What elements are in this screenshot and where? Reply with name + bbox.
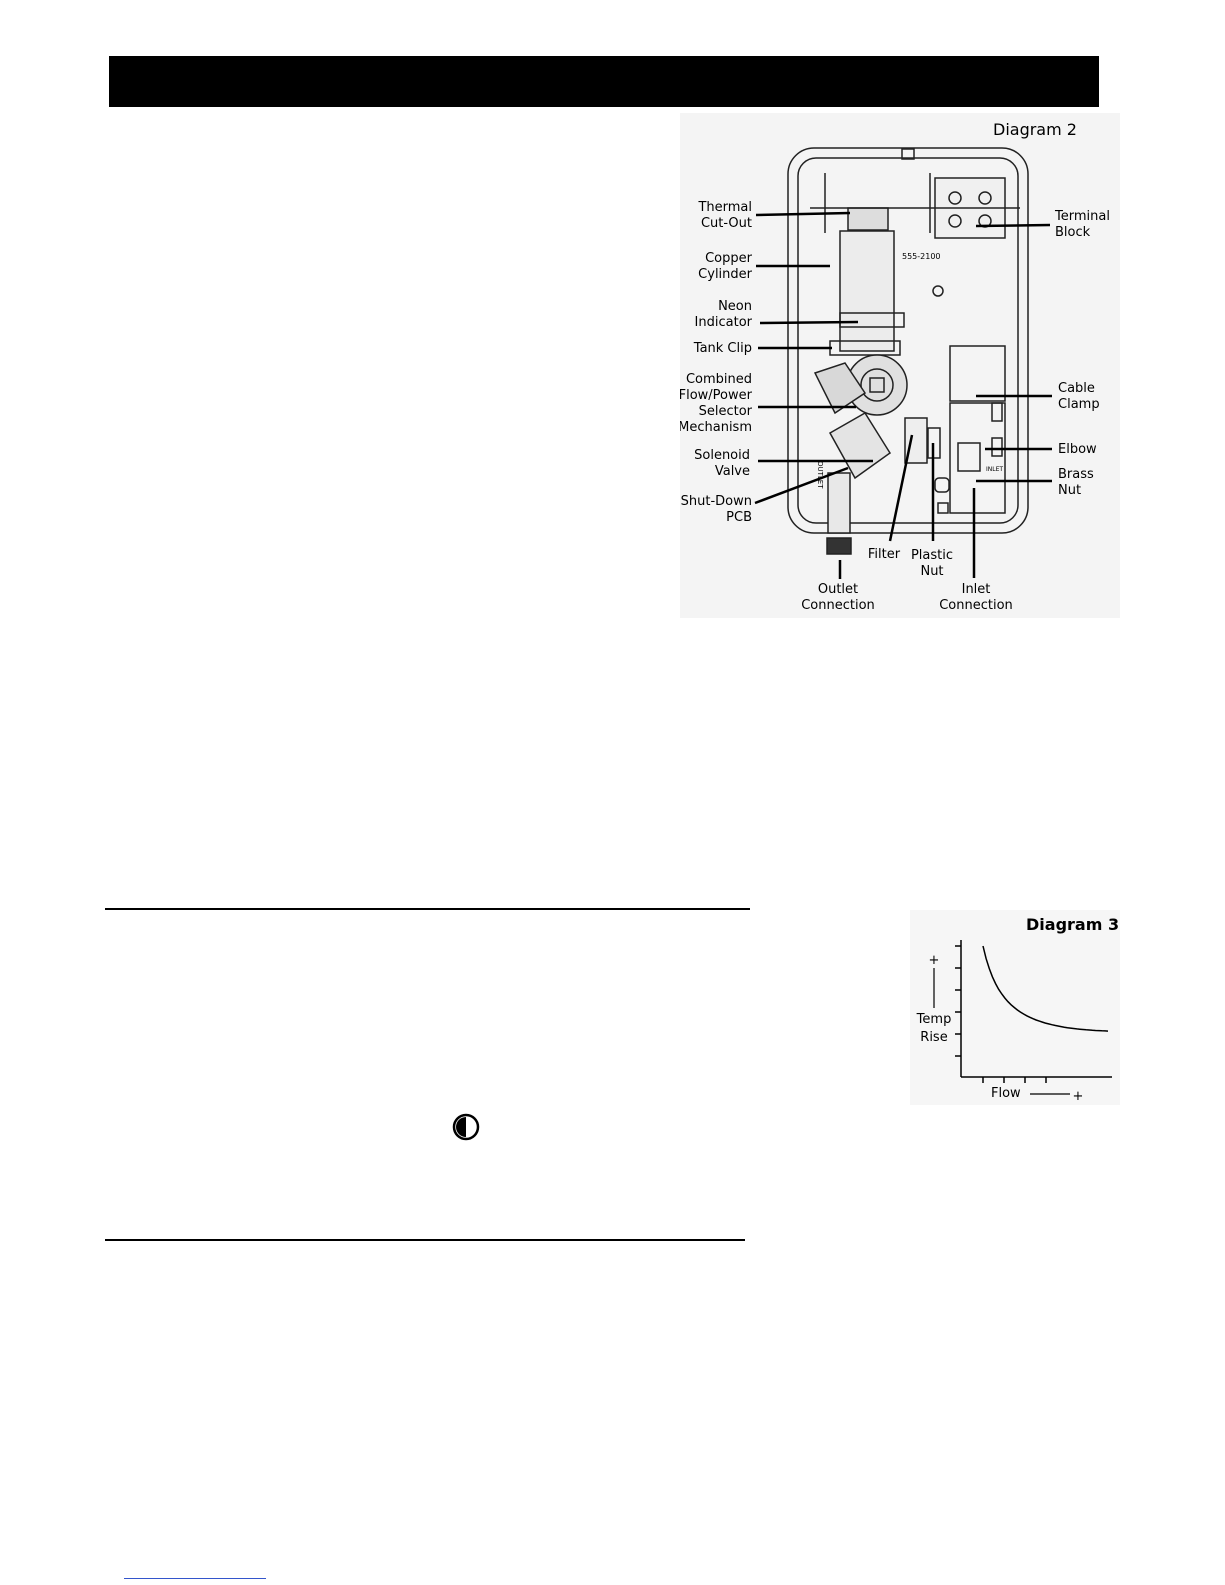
contrast-icon (452, 1113, 480, 1141)
chart-ticks (955, 946, 1046, 1083)
diagram-2 (680, 113, 1120, 618)
label-solenoid-1: Solenoid (694, 448, 750, 463)
diagram-2-title: Diagram 2 (993, 120, 1077, 139)
label-combined-4: Mechanism (680, 420, 752, 435)
label-inlet-2: Connection (939, 598, 1013, 613)
label-combined-3: Selector (698, 404, 752, 419)
section-rule-bottom (105, 1239, 745, 1241)
label-thermal-cutout-2: Cut-Out (700, 216, 752, 231)
label-elbow: Elbow (1058, 442, 1097, 457)
y-axis-label-2: Rise (920, 1030, 948, 1045)
y-axis-label-1: Temp (916, 1012, 952, 1027)
label-terminal-block-1: Terminal (1055, 209, 1110, 224)
model-code: 555-2100 (902, 252, 941, 261)
x-axis-label: Flow (991, 1086, 1021, 1101)
label-outlet-1: Outlet (817, 582, 859, 597)
section-header-bar (109, 56, 1099, 107)
label-shutdown-1: Shut-Down (680, 494, 752, 509)
chart-axes (961, 940, 1112, 1077)
label-solenoid-2: Valve (714, 464, 750, 479)
label-brass-nut-2: Nut (1058, 483, 1082, 498)
label-brass-nut-1: Brass (1058, 467, 1094, 482)
diagram-3 (910, 910, 1120, 1105)
label-plastic-nut-2: Nut (920, 564, 944, 579)
label-copper-cylinder-2: Cylinder (698, 267, 752, 282)
label-neon-indicator-2: Indicator (694, 315, 752, 330)
label-combined-1: Combined (685, 372, 752, 387)
label-cable-clamp-2: Clamp (1058, 397, 1100, 412)
y-axis-plus: + (928, 953, 940, 968)
label-cable-clamp-1: Cable (1058, 381, 1095, 396)
x-axis-plus: + (1072, 1089, 1084, 1104)
label-plastic-nut-1: Plastic (910, 548, 954, 563)
label-filter: Filter (867, 547, 901, 562)
label-thermal-cutout-1: Thermal (698, 200, 752, 215)
label-terminal-block-2: Block (1055, 225, 1091, 240)
label-outlet-2: Connection (801, 598, 875, 613)
diagram-3-title: Diagram 3 (1026, 915, 1120, 934)
label-shutdown-2: PCB (726, 510, 752, 525)
label-inlet-1: Inlet (961, 582, 991, 597)
outlet-stamp: OUTLET (816, 461, 824, 489)
label-copper-cylinder-1: Copper (705, 251, 752, 266)
label-combined-2: Flow/Power (680, 388, 752, 403)
heater-illustration (788, 148, 1028, 554)
section-rule-top (105, 908, 750, 910)
label-tank-clip: Tank Clip (693, 341, 752, 356)
inlet-stamp: INLET (986, 466, 1004, 473)
temp-rise-curve (983, 946, 1108, 1031)
footer-link-underline[interactable] (124, 1578, 266, 1579)
label-neon-indicator-1: Neon (718, 299, 752, 314)
